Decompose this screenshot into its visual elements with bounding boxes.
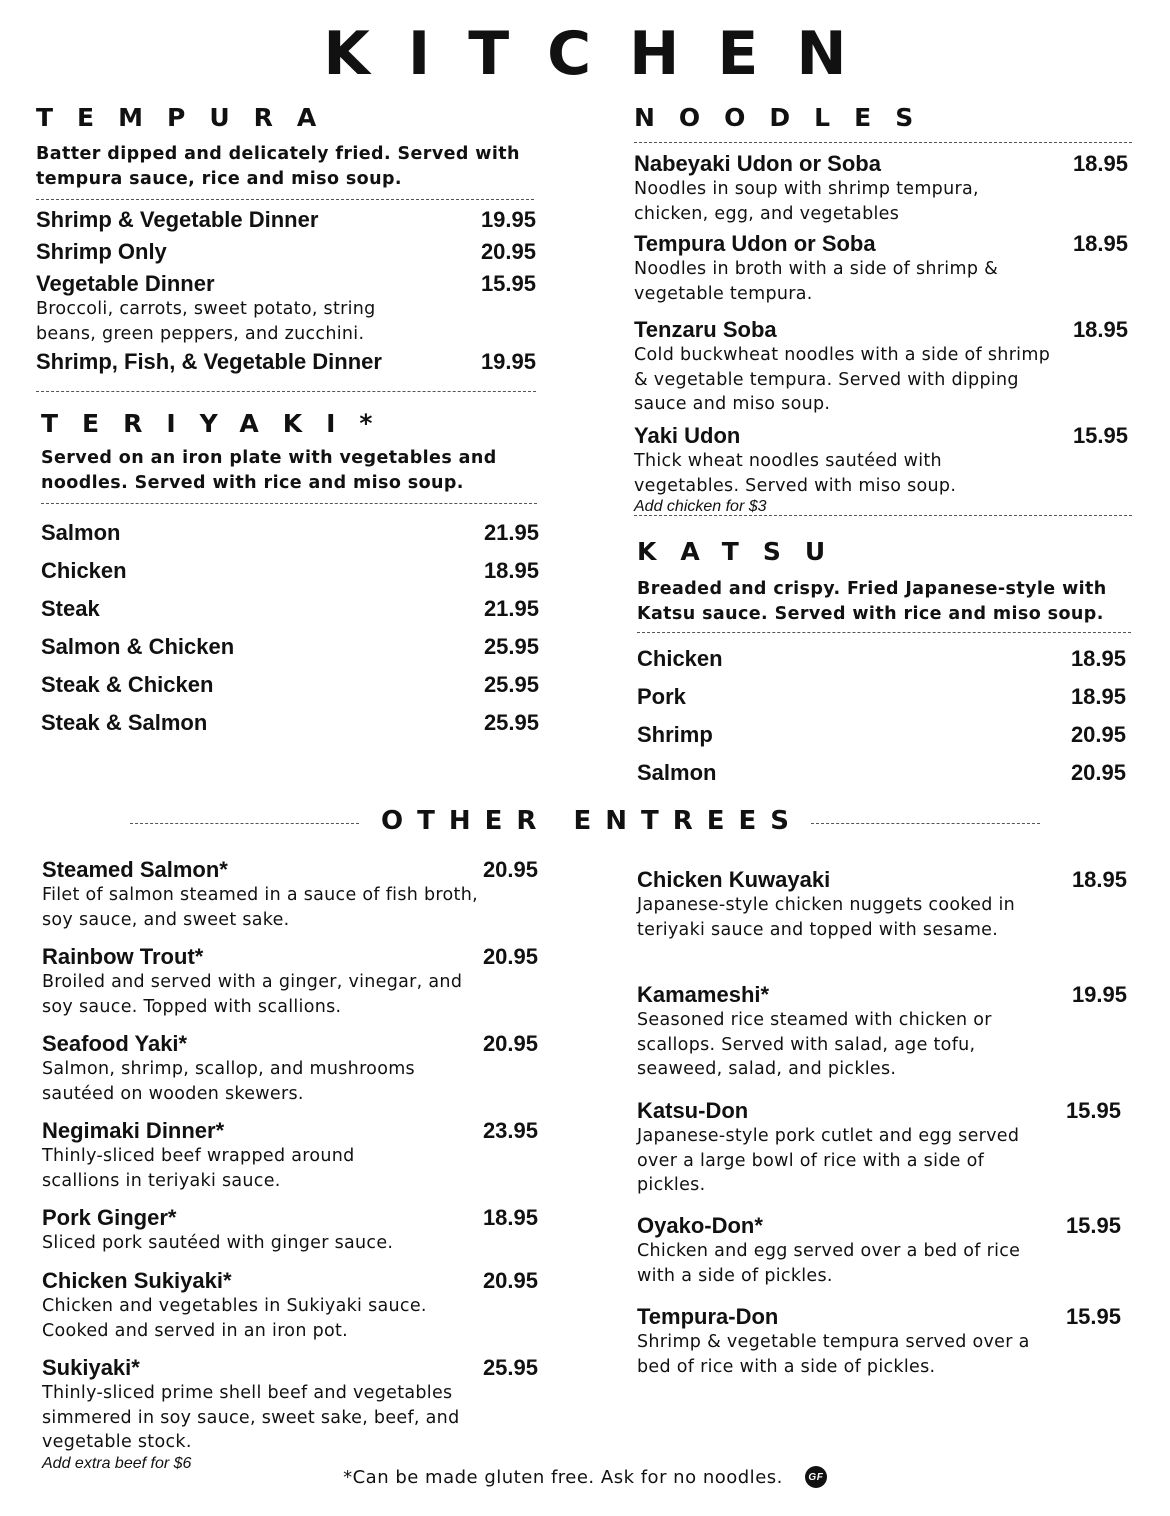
gluten-free-note: *Can be made gluten free. Ask for no noodles. <box>343 1466 783 1488</box>
item-name: Salmon <box>41 520 121 545</box>
item-description: Salmon, shrimp, scallop, and mushrooms sautéed on wooden skewers. <box>42 1059 415 1104</box>
item-name: Pork <box>637 684 686 709</box>
menu-item <box>42 1118 540 1205</box>
item-price: 25.95 <box>483 672 539 697</box>
item-name: Chicken Kuwayaki <box>637 867 831 892</box>
item-price: 15.95 <box>480 271 536 296</box>
item-name: Steak & Chicken <box>41 672 214 697</box>
menu-item <box>634 423 1132 515</box>
other-entrees-heading-row <box>130 804 1040 838</box>
item-price: 20.95 <box>482 857 538 882</box>
item-note: Add extra beef for $6 <box>42 1454 192 1472</box>
menu-item <box>36 271 536 349</box>
item-price: 25.95 <box>482 1355 538 1380</box>
item-price: 25.95 <box>483 710 539 735</box>
item-price: 18.95 <box>1072 151 1128 176</box>
menu-item <box>41 596 539 634</box>
menu-item <box>637 760 1132 798</box>
item-name: Shrimp <box>637 722 713 747</box>
item-name: Rainbow Trout* <box>42 944 204 969</box>
item-price: 20.95 <box>1070 722 1126 747</box>
item-price: 23.95 <box>482 1118 538 1143</box>
item-price: 18.95 <box>1071 867 1127 892</box>
divider <box>637 632 1131 633</box>
menu-item <box>41 672 539 710</box>
menu-item <box>42 1031 540 1118</box>
item-description: Noodles in soup with shrimp tempura, chicken, egg, and vegetables <box>634 179 979 224</box>
menu-item <box>637 1213 1129 1304</box>
menu-item <box>41 558 539 596</box>
item-name: Yaki Udon <box>634 423 741 448</box>
item-name: Nabeyaki Udon or Soba <box>634 151 881 176</box>
menu-item <box>36 239 536 271</box>
item-price: 18.95 <box>1072 317 1128 342</box>
item-name: Kamameshi* <box>637 982 770 1007</box>
menu-item <box>42 944 540 1031</box>
gluten-free-icon: GF <box>805 1466 827 1488</box>
menu-item <box>42 1268 540 1355</box>
item-description: Sliced pork sautéed with ginger sauce. <box>42 1233 394 1253</box>
menu-item <box>42 1355 540 1472</box>
menu-item <box>637 646 1132 684</box>
item-price: 20.95 <box>1070 760 1126 785</box>
divider <box>36 391 536 392</box>
item-name: Chicken <box>41 558 127 583</box>
divider <box>130 823 359 824</box>
menu-item <box>637 722 1132 760</box>
footer <box>0 1462 1170 1492</box>
item-name: Chicken <box>637 646 723 671</box>
item-price: 20.95 <box>482 944 538 969</box>
item-name: Steak <box>41 596 100 621</box>
other-entrees-left <box>42 857 540 1472</box>
item-price: 15.95 <box>1065 1098 1121 1123</box>
noodles-heading: NOODLES <box>634 103 938 132</box>
item-price: 21.95 <box>483 520 539 545</box>
item-description: Thick wheat noodles sautéed with vegetables. Served with miso soup. <box>634 451 957 496</box>
item-name: Shrimp, Fish, & Vegetable Dinner <box>36 349 382 374</box>
tempura-section <box>36 102 536 392</box>
item-name: Pork Ginger* <box>42 1205 177 1230</box>
menu-item <box>637 1304 1129 1384</box>
item-price: 18.95 <box>482 1205 538 1230</box>
menu-item <box>42 1205 540 1268</box>
item-description: Japanese-style pork cutlet and egg served over a large bowl of rice with a side of pickles. <box>637 1126 1020 1195</box>
katsu-heading: KATSU <box>637 537 850 566</box>
teriyaki-description: Served on an iron plate with vegetables and noodles. Served with rice and miso soup. <box>41 448 497 493</box>
item-price: 20.95 <box>482 1268 538 1293</box>
item-price: 15.95 <box>1072 423 1128 448</box>
item-price: 19.95 <box>480 207 536 232</box>
item-description: Shrimp & vegetable tempura served over a bed of rice with a side of pickles. <box>637 1332 1030 1377</box>
item-price: 20.95 <box>480 239 536 264</box>
menu-item <box>41 710 539 748</box>
divider <box>811 823 1040 824</box>
noodles-section <box>634 102 1132 516</box>
divider <box>36 199 534 200</box>
menu-item <box>634 317 1132 423</box>
item-name: Steamed Salmon* <box>42 857 228 882</box>
item-description: Chicken and egg served over a bed of rice with a side of pickles. <box>637 1241 1021 1286</box>
item-name: Oyako-Don* <box>637 1213 763 1238</box>
item-description: Broiled and served with a ginger, vinegar, and soy sauce. Topped with scallions. <box>42 972 463 1017</box>
menu-item <box>637 982 1129 1098</box>
item-name: Tempura Udon or Soba <box>634 231 876 256</box>
item-description: Seasoned rice steamed with chicken or scallops. Served with salad, age tofu, seaweed, salad, and pickles. <box>637 1010 992 1079</box>
item-price: 20.95 <box>482 1031 538 1056</box>
item-description: Broccoli, carrots, sweet potato, string beans, green peppers, and zucchini. <box>36 299 376 344</box>
item-name: Salmon & Chicken <box>41 634 235 659</box>
menu-item <box>36 207 536 239</box>
menu-item <box>36 349 536 381</box>
katsu-description: Breaded and crispy. Fried Japanese-style with Katsu sauce. Served with rice and miso soup. <box>637 579 1107 624</box>
other-entrees-heading: OTHER ENTREES <box>381 806 803 836</box>
item-name: Seafood Yaki* <box>42 1031 188 1056</box>
item-description: Thinly-sliced prime shell beef and vegetables simmered in soy sauce, sweet sake, beef, and vegetable stock. <box>42 1383 460 1452</box>
item-price: 19.95 <box>480 349 536 374</box>
item-name: Sukiyaki* <box>42 1355 140 1380</box>
menu-title: KITCHEN <box>323 19 885 89</box>
item-price: 18.95 <box>483 558 539 583</box>
item-description: Chicken and vegetables in Sukiyaki sauce. Cooked and served in an iron pot. <box>42 1296 427 1341</box>
katsu-section <box>637 536 1132 798</box>
divider <box>41 503 537 504</box>
other-entrees-right <box>637 867 1129 1384</box>
item-description: Japanese-style chicken nuggets cooked in teriyaki sauce and topped with sesame. <box>637 895 1016 940</box>
menu-item <box>42 857 540 944</box>
teriyaki-heading: TERIYAKI* <box>41 409 397 438</box>
teriyaki-section <box>41 408 539 748</box>
menu-item <box>634 231 1132 317</box>
item-price: 25.95 <box>483 634 539 659</box>
item-name: Tempura-Don <box>637 1304 779 1329</box>
menu-item <box>637 684 1132 722</box>
menu-item <box>41 520 539 558</box>
item-name: Tenzaru Soba <box>634 317 777 342</box>
item-note: Add chicken for $3 <box>634 498 767 515</box>
item-name: Shrimp & Vegetable Dinner <box>36 207 319 232</box>
item-description: Cold buckwheat noodles with a side of shrimp & vegetable tempura. Served with dipping sauce and miso soup. <box>634 345 1051 414</box>
item-price: 18.95 <box>1072 231 1128 256</box>
item-price: 21.95 <box>483 596 539 621</box>
menu-item <box>637 1098 1129 1213</box>
divider <box>634 142 1132 143</box>
item-description: Thinly-sliced beef wrapped around scallions in teriyaki sauce. <box>42 1146 355 1191</box>
tempura-heading: TEMPURA <box>36 103 341 132</box>
item-price: 18.95 <box>1070 684 1126 709</box>
item-price: 15.95 <box>1065 1213 1121 1238</box>
item-price: 15.95 <box>1065 1304 1121 1329</box>
menu-item <box>634 151 1132 231</box>
item-description: Noodles in broth with a side of shrimp & vegetable tempura. <box>634 259 999 304</box>
menu-item <box>41 634 539 672</box>
item-price: 19.95 <box>1071 982 1127 1007</box>
item-name: Katsu-Don <box>637 1098 749 1123</box>
item-name: Salmon <box>637 760 717 785</box>
item-description: Filet of salmon steamed in a sauce of fish broth, soy sauce, and sweet sake. <box>42 885 478 930</box>
item-name: Negimaki Dinner* <box>42 1118 225 1143</box>
item-name: Shrimp Only <box>36 239 167 264</box>
menu-item <box>637 867 1129 982</box>
item-name: Chicken Sukiyaki* <box>42 1268 232 1293</box>
item-name: Vegetable Dinner <box>36 271 215 296</box>
tempura-description: Batter dipped and delicately fried. Served with tempura sauce, rice and miso soup. <box>36 144 520 189</box>
item-price: 18.95 <box>1070 646 1126 671</box>
item-name: Steak & Salmon <box>41 710 208 735</box>
